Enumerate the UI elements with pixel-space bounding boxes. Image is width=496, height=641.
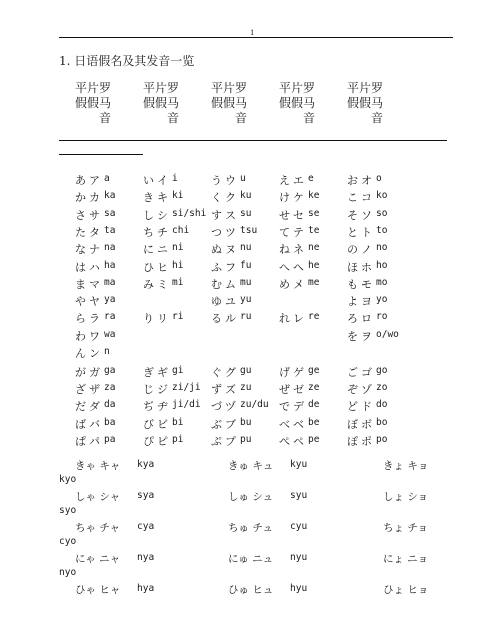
- youon-romaji-wrap: nyo: [59, 567, 77, 578]
- hiragana: び: [143, 417, 154, 431]
- katakana: ス: [225, 208, 236, 222]
- romaji: o/wo: [376, 328, 399, 340]
- katakana: テ: [293, 225, 304, 239]
- header-line-kana: 假假马: [143, 96, 180, 110]
- hiragana: う: [211, 174, 222, 187]
- hiragana: な: [75, 243, 86, 257]
- katakana: ヤ: [89, 295, 100, 309]
- hiragana: け: [279, 191, 290, 205]
- youon-romaji-wrap: kyo: [59, 474, 77, 485]
- hiragana: お: [347, 174, 358, 187]
- header-line-kana: 平片罗: [75, 81, 112, 95]
- romaji: be: [308, 416, 320, 428]
- romaji: e: [308, 173, 314, 184]
- hiragana: え: [279, 174, 290, 187]
- kana-row: [0, 259, 496, 275]
- katakana: ユ: [225, 295, 236, 309]
- katakana: ネ: [293, 243, 304, 257]
- romaji: ha: [104, 259, 116, 271]
- romaji: yu: [240, 294, 252, 306]
- katakana: ノ: [361, 243, 372, 257]
- header-line-kana: 平片罗: [347, 81, 384, 95]
- katakana: パ: [89, 434, 100, 448]
- katakana: ガ: [89, 366, 100, 379]
- romaji: tsu: [240, 224, 258, 236]
- hiragana: く: [211, 191, 222, 205]
- hiragana: を: [347, 329, 358, 343]
- katakana: ボ: [361, 417, 372, 431]
- romaji: ze: [308, 382, 320, 394]
- kana-row: [0, 381, 496, 397]
- romaji: sa: [104, 207, 116, 219]
- romaji: ri: [172, 311, 184, 323]
- hiragana: ゆ: [211, 295, 222, 309]
- katakana: ウ: [225, 174, 236, 187]
- hiragana: ん: [75, 347, 86, 360]
- youon-kana: ひゃ ヒャ: [75, 584, 121, 596]
- katakana: プ: [225, 434, 236, 448]
- katakana: ヂ: [157, 400, 168, 414]
- romaji: fu: [240, 259, 252, 271]
- romaji: re: [308, 311, 320, 323]
- katakana: バ: [89, 417, 100, 431]
- katakana: ヌ: [225, 243, 236, 257]
- katakana: ブ: [225, 417, 236, 431]
- youon-romaji: syu: [290, 490, 308, 501]
- header-rule: [59, 140, 447, 141]
- hiragana: ぼ: [347, 417, 358, 431]
- romaji: to: [376, 224, 388, 236]
- hiragana: い: [143, 174, 154, 187]
- hiragana: だ: [75, 400, 86, 414]
- katakana: フ: [225, 260, 236, 274]
- romaji: me: [308, 276, 320, 288]
- romaji: pi: [172, 433, 184, 445]
- romaji: no: [376, 242, 388, 254]
- youon-kana: きゅ キュ: [228, 460, 274, 472]
- header-line-romaji: 音: [303, 111, 316, 125]
- katakana: ミ: [157, 277, 168, 291]
- romaji: pu: [240, 433, 252, 445]
- section-title: 1. 日语假名及其发音一览: [59, 54, 195, 68]
- katakana: カ: [89, 191, 100, 205]
- hiragana: ぞ: [347, 383, 358, 397]
- hiragana: げ: [279, 366, 290, 379]
- romaji: ka: [104, 190, 116, 202]
- katakana: イ: [157, 174, 168, 187]
- youon-romaji-wrap: syo: [59, 505, 77, 516]
- katakana: ゾ: [361, 383, 372, 397]
- katakana: ホ: [361, 260, 372, 274]
- hiragana: ふ: [211, 260, 222, 274]
- hiragana: と: [347, 225, 358, 239]
- hiragana: さ: [75, 208, 86, 222]
- youon-kana: しょ ショ: [383, 491, 429, 503]
- katakana: ハ: [89, 260, 100, 274]
- hiragana: ど: [347, 400, 358, 414]
- romaji: ni: [172, 242, 184, 254]
- katakana: デ: [293, 400, 304, 414]
- romaji: ga: [104, 365, 116, 376]
- romaji: hi: [172, 259, 184, 271]
- hiragana: ら: [75, 312, 86, 326]
- romaji: mo: [376, 276, 388, 288]
- romaji: po: [376, 433, 388, 445]
- hiragana: じ: [143, 383, 154, 397]
- katakana: モ: [361, 277, 372, 291]
- katakana: ル: [225, 312, 236, 326]
- youon-kana: ちゅ チュ: [228, 522, 274, 534]
- romaji: da: [104, 399, 116, 411]
- katakana: ワ: [89, 329, 100, 343]
- romaji: su: [240, 207, 252, 219]
- hiragana: せ: [279, 208, 290, 222]
- hiragana: す: [211, 208, 222, 222]
- romaji: mi: [172, 276, 184, 288]
- hiragana: ぴ: [143, 434, 154, 448]
- katakana: ペ: [293, 434, 304, 448]
- hiragana: ひ: [143, 260, 154, 274]
- hiragana: そ: [347, 208, 358, 222]
- katakana: ゼ: [293, 383, 304, 397]
- hiragana: ぎ: [143, 366, 154, 379]
- kana-row: [0, 276, 496, 292]
- romaji: ru: [240, 311, 252, 323]
- katakana: セ: [293, 208, 304, 222]
- romaji: zi/ji: [172, 382, 201, 394]
- kana-row: [0, 310, 496, 326]
- katakana: ク: [225, 191, 236, 205]
- short-rule: [59, 154, 143, 155]
- romaji: i: [172, 173, 178, 184]
- youon-romaji: nya: [137, 552, 155, 563]
- hiragana: て: [279, 225, 290, 239]
- hiragana: で: [279, 400, 290, 414]
- header-line-romaji: 音: [371, 111, 384, 125]
- youon-kana: ちょ チョ: [383, 522, 429, 534]
- romaji: ho: [376, 259, 388, 271]
- youon-romaji: cyu: [290, 521, 308, 532]
- katakana: ト: [361, 225, 372, 239]
- hiragana: ち: [143, 225, 154, 239]
- hiragana: ぜ: [279, 383, 290, 397]
- katakana: タ: [89, 225, 100, 239]
- katakana: シ: [157, 208, 168, 222]
- hiragana: き: [143, 191, 154, 205]
- youon-romaji: hya: [137, 583, 155, 594]
- hiragana: あ: [75, 174, 86, 187]
- hiragana: り: [143, 312, 154, 326]
- hiragana: ほ: [347, 260, 358, 274]
- hiragana: ざ: [75, 383, 86, 397]
- katakana: エ: [293, 174, 304, 187]
- romaji: nu: [240, 242, 252, 254]
- katakana: ケ: [293, 191, 304, 205]
- hiragana: ろ: [347, 312, 358, 326]
- katakana: ベ: [293, 417, 304, 431]
- romaji: ji/di: [172, 399, 201, 411]
- romaji: de: [308, 399, 320, 411]
- hiragana: は: [75, 260, 86, 274]
- romaji: go: [376, 365, 388, 376]
- hiragana: べ: [279, 417, 290, 431]
- hiragana: ぽ: [347, 434, 358, 448]
- hiragana: ず: [211, 383, 222, 397]
- romaji: mu: [240, 276, 252, 288]
- romaji: si/shi: [172, 207, 207, 219]
- katakana: チ: [157, 225, 168, 239]
- hiragana: づ: [211, 400, 222, 414]
- kana-row: [0, 416, 496, 432]
- katakana: ザ: [89, 383, 100, 397]
- hiragana: も: [347, 277, 358, 291]
- romaji: bi: [172, 416, 184, 428]
- romaji: ki: [172, 190, 184, 202]
- youon-kana: にゅ ニュ: [228, 553, 274, 565]
- youon-kana: ちゃ チャ: [75, 522, 121, 534]
- romaji: a: [104, 173, 110, 184]
- hiragana: め: [279, 277, 290, 291]
- hiragana: へ: [279, 260, 290, 274]
- katakana: グ: [225, 366, 236, 379]
- hiragana: む: [211, 277, 222, 291]
- youon-kana: きゃ キャ: [75, 460, 121, 472]
- top-rule: [59, 37, 453, 38]
- romaji: so: [376, 207, 388, 219]
- header-line-romaji: 音: [167, 111, 180, 125]
- katakana: ジ: [157, 383, 168, 397]
- hiragana: み: [143, 277, 154, 291]
- hiragana: こ: [347, 191, 358, 205]
- hiragana: ぺ: [279, 434, 290, 448]
- romaji: ge: [308, 365, 320, 376]
- romaji: bu: [240, 416, 252, 428]
- youon-romaji: nyu: [290, 552, 308, 563]
- header-line-kana: 平片罗: [143, 81, 180, 95]
- hiragana: に: [143, 243, 154, 257]
- hiragana: ぶ: [211, 417, 222, 431]
- hiragana: ぷ: [211, 434, 222, 448]
- kana-row: [0, 241, 496, 257]
- romaji: ro: [376, 311, 388, 323]
- kana-row: [0, 328, 496, 344]
- romaji: ke: [308, 190, 320, 202]
- hiragana: し: [143, 208, 154, 222]
- romaji: ta: [104, 224, 116, 236]
- hiragana: わ: [75, 329, 86, 343]
- romaji: ku: [240, 190, 252, 202]
- romaji: chi: [172, 224, 190, 236]
- kana-row: [0, 224, 496, 240]
- katakana: ン: [89, 347, 100, 360]
- hiragana: ね: [279, 243, 290, 257]
- katakana: ズ: [225, 383, 236, 397]
- kana-row: [0, 207, 496, 223]
- header-line-kana: 假假马: [211, 96, 248, 110]
- hiragana: ま: [75, 277, 86, 291]
- katakana: ナ: [89, 243, 100, 257]
- romaji: zu/du: [240, 399, 269, 411]
- kana-row: [0, 189, 496, 205]
- katakana: サ: [89, 208, 100, 222]
- youon-romaji: cya: [137, 521, 155, 532]
- youon-kana: にゃ ニャ: [75, 553, 121, 565]
- page-number: 1: [250, 29, 255, 37]
- hiragana: ぐ: [211, 366, 222, 379]
- katakana: ヲ: [361, 329, 372, 343]
- romaji: ko: [376, 190, 388, 202]
- romaji: u: [240, 173, 246, 184]
- hiragana: ぢ: [143, 400, 154, 414]
- romaji: ne: [308, 242, 320, 254]
- katakana: マ: [89, 277, 100, 291]
- romaji: ra: [104, 311, 116, 323]
- katakana: レ: [293, 312, 304, 326]
- romaji: zo: [376, 382, 388, 394]
- katakana: ロ: [361, 312, 372, 326]
- kana-row: [0, 345, 496, 361]
- katakana: ピ: [157, 434, 168, 448]
- romaji: yo: [376, 294, 388, 306]
- katakana: ビ: [157, 417, 168, 431]
- kana-row: [0, 172, 496, 188]
- header-line-kana: 平片罗: [279, 81, 316, 95]
- katakana: ア: [89, 174, 100, 187]
- romaji: do: [376, 399, 388, 411]
- youon-romaji: sya: [137, 490, 155, 501]
- katakana: ド: [361, 400, 372, 414]
- header-line-kana: 假假马: [279, 96, 316, 110]
- hiragana: の: [347, 243, 358, 257]
- hiragana: ご: [347, 366, 358, 379]
- hiragana: た: [75, 225, 86, 239]
- romaji: ma: [104, 276, 116, 288]
- youon-romaji: hyu: [290, 583, 308, 594]
- youon-romaji: kya: [137, 459, 155, 470]
- youon-kana: ひょ ヒョ: [383, 584, 429, 596]
- youon-romaji: kyu: [290, 459, 308, 470]
- romaji: n: [104, 346, 110, 357]
- youon-kana: しゅ シュ: [228, 491, 274, 503]
- hiragana: る: [211, 312, 222, 326]
- youon-kana: きょ キョ: [383, 460, 429, 472]
- katakana: コ: [361, 191, 372, 205]
- youon-kana: ひゅ ヒュ: [228, 584, 274, 596]
- romaji: wa: [104, 328, 116, 340]
- kana-row: [0, 364, 496, 380]
- katakana: リ: [157, 312, 168, 326]
- katakana: メ: [293, 277, 304, 291]
- katakana: ゴ: [361, 366, 372, 379]
- katakana: ツ: [225, 225, 236, 239]
- header-line-romaji: 音: [235, 111, 248, 125]
- katakana: ニ: [157, 243, 168, 257]
- katakana: オ: [361, 174, 372, 187]
- hiragana: ば: [75, 417, 86, 431]
- katakana: キ: [157, 191, 168, 205]
- romaji: na: [104, 242, 116, 254]
- kana-row: [0, 398, 496, 414]
- romaji: za: [104, 382, 116, 394]
- romaji: pa: [104, 433, 116, 445]
- katakana: ム: [225, 277, 236, 291]
- katakana: ヨ: [361, 295, 372, 309]
- romaji: ba: [104, 416, 116, 428]
- kana-row: [0, 293, 496, 309]
- romaji: ya: [104, 294, 116, 306]
- katakana: ヘ: [293, 260, 304, 274]
- hiragana: よ: [347, 295, 358, 309]
- katakana: ポ: [361, 434, 372, 448]
- header-line-kana: 假假马: [347, 96, 384, 110]
- romaji: he: [308, 259, 320, 271]
- kana-row: [0, 433, 496, 449]
- hiragana: ぬ: [211, 243, 222, 257]
- romaji: gu: [240, 365, 252, 376]
- romaji: zu: [240, 382, 252, 394]
- header-line-kana: 平片罗: [211, 81, 248, 95]
- hiragana: か: [75, 191, 86, 205]
- hiragana: が: [75, 366, 86, 379]
- romaji: se: [308, 207, 320, 219]
- youon-kana: にょ ニョ: [383, 553, 429, 565]
- katakana: ヒ: [157, 260, 168, 274]
- katakana: ダ: [89, 400, 100, 414]
- hiragana: れ: [279, 312, 290, 326]
- katakana: ヅ: [225, 400, 236, 414]
- romaji: pe: [308, 433, 320, 445]
- hiragana: や: [75, 295, 86, 309]
- romaji: o: [376, 173, 382, 184]
- katakana: ソ: [361, 208, 372, 222]
- hiragana: ぱ: [75, 434, 86, 448]
- youon-romaji-wrap: cyo: [59, 536, 77, 547]
- katakana: ラ: [89, 312, 100, 326]
- hiragana: つ: [211, 225, 222, 239]
- romaji: gi: [172, 365, 184, 376]
- header-line-romaji: 音: [99, 111, 112, 125]
- katakana: ゲ: [293, 366, 304, 379]
- youon-kana: しゃ シャ: [75, 491, 121, 503]
- romaji: te: [308, 224, 320, 236]
- romaji: bo: [376, 416, 388, 428]
- header-line-kana: 假假马: [75, 96, 112, 110]
- katakana: ギ: [157, 366, 168, 379]
